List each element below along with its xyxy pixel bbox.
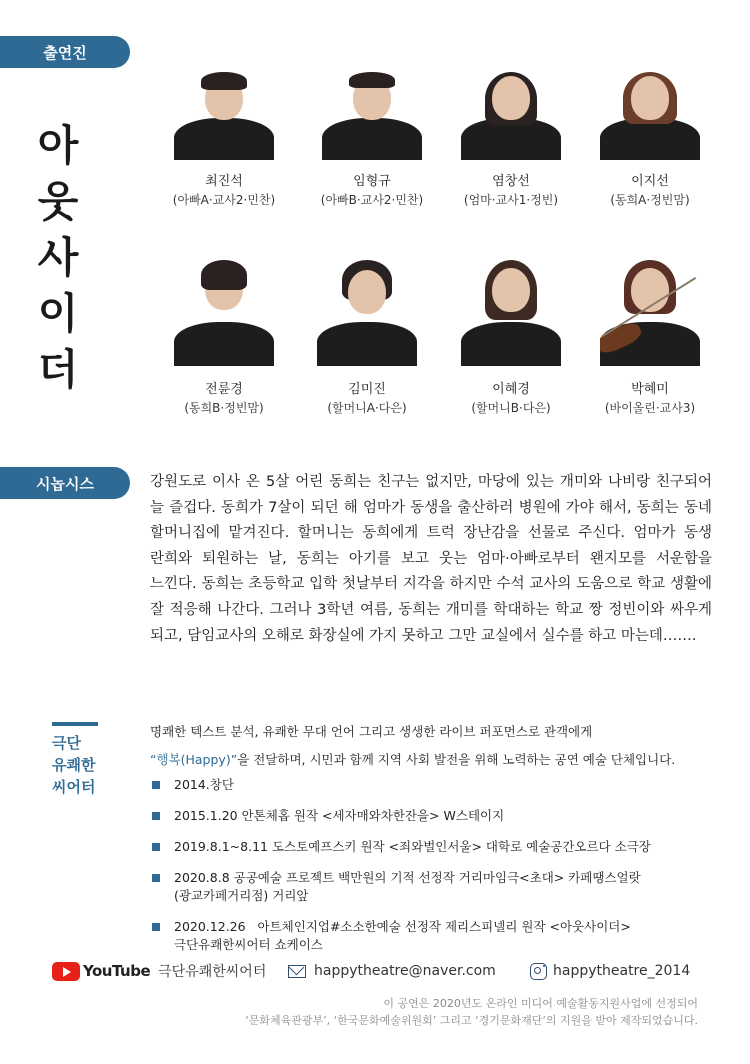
cast-member <box>446 258 576 416</box>
cast-name: 염창선 <box>492 174 530 189</box>
bullet-square-icon <box>152 812 160 820</box>
bullet-square-icon <box>152 874 160 882</box>
company-intro-line <box>150 748 720 772</box>
title-char: 더 <box>37 345 79 394</box>
cast-section-tab <box>0 36 130 68</box>
cast-role: (할머니B·다은) <box>471 401 551 415</box>
company-accent-bar <box>52 722 98 726</box>
company-name-line: 유쾌한 <box>52 756 96 774</box>
title-char: 아 <box>37 121 79 170</box>
cast-member <box>159 72 289 208</box>
title-char: 이 <box>37 289 79 338</box>
cast-role: (엄마·교사1·정빈) <box>463 193 559 207</box>
footnote-line: ‘문화체육관광부’, ‘한국문화예술위원회’ 그리고 ‘경기문화재단’의 지원을 받아 제작되었습니다. <box>245 1014 698 1027</box>
bullet-square-icon <box>152 781 160 789</box>
email-contact[interactable] <box>288 958 496 984</box>
cast-name: 김미진 <box>348 382 386 397</box>
footnote-line: 이 공연은 2020년도 온라인 미디어 예술활동지원사업에 선정되어 <box>383 997 698 1010</box>
cast-member <box>585 72 715 208</box>
history-item: 2020.8.8 공공예술 프로젝트 백만원의 기적 선정작 거리마임극<초대> 카페땡스얼랏 (광교카페거리점) 거리앞 <box>152 869 722 905</box>
cast-name: 박혜미 <box>631 382 669 397</box>
cast-photo <box>322 72 422 160</box>
instagram-contact[interactable] <box>530 958 690 984</box>
cast-photo <box>174 258 274 368</box>
cast-photo <box>600 72 700 160</box>
cast-role: (아빠B·교사2·민찬) <box>320 193 424 207</box>
cast-role: (아빠A·교사2·민찬) <box>172 193 276 207</box>
history-item: 2015.1.20 안톤체홉 원작 <세자매와차한잔을> W스테이지 <box>152 807 722 825</box>
cast-member <box>159 258 289 416</box>
cast-member <box>307 72 437 208</box>
bullet-square-icon <box>152 843 160 851</box>
cast-role: (할머니A·다은) <box>327 401 407 415</box>
youtube-logo: YouTube <box>52 962 150 981</box>
mail-icon <box>288 965 306 978</box>
cast-member <box>585 258 715 416</box>
cast-name: 전륜경 <box>205 382 243 397</box>
cast-role: (바이올린·교사3) <box>604 401 696 415</box>
company-name <box>52 732 132 798</box>
funding-footnote <box>138 995 698 1029</box>
cast-photo <box>174 72 274 160</box>
cast-photo <box>461 72 561 160</box>
company-intro-rest: 을 전달하며, 시민과 함께 지역 사회 발전을 위해 노력하는 공연 예술 단체입니다. <box>237 752 676 767</box>
instagram-handle: happytheatre_2014 <box>553 963 691 979</box>
bullet-square-icon <box>152 923 160 931</box>
cast-section-label: 출연진 <box>43 43 87 62</box>
cast-photo <box>600 258 700 368</box>
youtube-contact[interactable] <box>52 958 266 984</box>
synopsis-section-label: 시놉시스 <box>36 474 94 493</box>
cast-name: 이지선 <box>631 174 669 189</box>
history-item: 2020.12.26 아트체인지업#소소한예술 선정작 제리스피넬리 원작 <아웃사이더> 극단유쾌한씨어터 쇼케이스 <box>152 918 722 954</box>
cast-member <box>302 258 432 416</box>
company-history-list <box>152 776 722 967</box>
vertical-play-title <box>36 118 80 398</box>
company-intro-line: 명쾌한 텍스트 분석, 유쾌한 무대 언어 그리고 생생한 라이브 퍼포먼스로 관객에게 <box>150 724 593 739</box>
cast-name: 이혜경 <box>492 382 530 397</box>
history-item: 2019.8.1~8.11 도스토예프스키 원작 <죄와벌인서울> 대학로 예술공간오르다 소극장 <box>152 838 722 856</box>
cast-photo <box>317 258 417 368</box>
youtube-play-icon <box>52 962 80 981</box>
company-name-line: 씨어터 <box>52 778 96 796</box>
synopsis-text: 강원도로 이사 온 5살 어린 동희는 친구는 없지만, 마당에 있는 개미와 나비랑 친구되어 늘 즐겁다. 동희가 7살이 되던 해 엄마가 동생을 출산하러 병원에 가야 해서, 동희는 동네 할머니집에 맡겨진다. 할머니는 동희에게 트럭 장난감을 선물로 주신다. 엄마가 동생 란희와 퇴원하는 날, 동희는 아기를 보고 웃는 엄마·아빠로부터 왠지모를 서운함을 느낀다. 동희는 초등학교 입학 첫날부터 지각을 하지만 수석 교사의 도움으로 학교 생활에 잘 적응해 나간다. 그러나 3학년 여름, 동희는 개미를 학대하는 학교 짱 정빈이와 싸우게 되고, 담임교사의 오해로 화장실에 가지 못하고 그만 교실에서 실수를 하고 마는데……. <box>150 474 712 644</box>
synopsis-section-tab <box>0 467 130 499</box>
cast-name: 임형규 <box>353 174 391 189</box>
cast-name: 최진석 <box>205 174 243 189</box>
cast-photo <box>461 258 561 368</box>
cast-member <box>446 72 576 208</box>
happy-highlight: “행복(Happy)” <box>150 752 238 767</box>
youtube-channel-name: 극단유쾌한씨어터 <box>158 964 267 980</box>
title-char: 사 <box>37 233 79 282</box>
cast-role: (동희A·정빈맘) <box>610 193 690 207</box>
company-intro <box>150 720 720 772</box>
title-char: 웃 <box>37 177 79 226</box>
company-name-line: 극단 <box>52 734 81 752</box>
email-address: happytheatre@naver.com <box>314 963 496 979</box>
cast-role: (동희B·정빈맘) <box>184 401 264 415</box>
history-item: 2014.창단 <box>152 776 722 794</box>
instagram-icon <box>530 963 547 980</box>
